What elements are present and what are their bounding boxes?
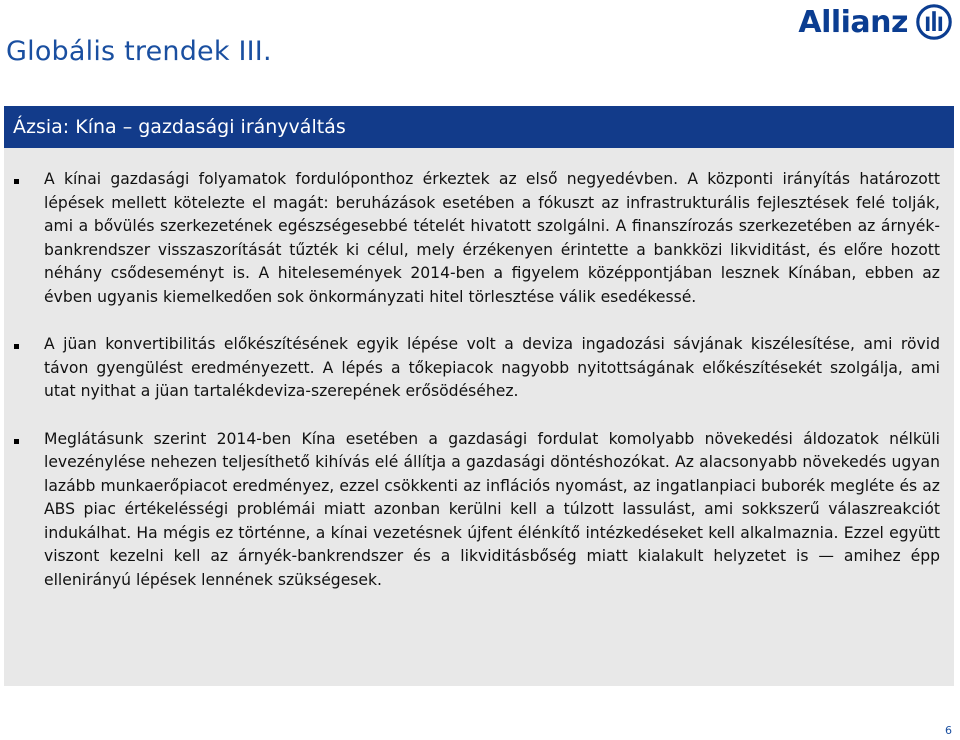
content-panel	[4, 148, 954, 686]
allianz-logo	[798, 4, 952, 40]
section-banner	[4, 106, 954, 148]
bullet-square-icon	[14, 439, 19, 444]
bullet-item	[14, 428, 940, 593]
bullet-square-icon	[14, 179, 19, 184]
slide-title: Globális trendek III.	[6, 36, 272, 67]
bullet-text: A jüan konvertibilitás előkészítésének egyik lépése volt a deviza ingadozási sávjának kiszélesítése, ami rövid távon gyengülést eredményezett. A lépés a tőkepiacok nagyobb nyitottságának előkészítésekét szolgálja, ami utat nyithat a jüan tartalékdeviza-szerepének erősödéséhez.	[44, 335, 940, 400]
bullet-item	[14, 168, 940, 309]
page-number: 6	[945, 724, 952, 737]
allianz-eagle-icon	[916, 4, 952, 40]
bullet-item	[14, 333, 940, 404]
bullet-text: A kínai gazdasági folyamatok fordulóponthoz érkeztek az első negyedévben. A központi irányítás határozott lépések mellett kötelezte el magát: beruházások esetében a fókuszt az infrastrukturális fejlesztések felé tolják, ami a bővülés szerkezetének egészségesebbé tételét hivatott szolgálni. A finanszírozás szerkezetében az árnyék-bankrendszer visszaszorítását tűzték ki célul, mely érzékenyen érintette a bankközi likviditást, és előre hozott néhány csődeseményt is. A hitelesemények 2014-ben a figyelem középpontjában lesznek Kínában, ebben az évben ugyanis kiemelkedően sok önkormányzati hitel törlesztése válik esedékessé.	[44, 170, 940, 306]
logo-text: Allianz	[798, 4, 908, 40]
section-title: Ázsia: Kína – gazdasági irányváltás	[13, 116, 346, 138]
bullet-square-icon	[14, 344, 19, 349]
bullet-text: Meglátásunk szerint 2014-ben Kína esetében a gazdasági fordulat komolyabb növekedési áldozatok nélküli levezénylése nehezen teljesíthető kihívás elé állítja a gazdasági döntéshozókat. Az alacsonyabb növekedés ugyan lazább munkaerőpiacot eredményez, ezzel csökkenti az inflációs nyomást, az ingatlanpiaci buborék megléte és az ABS piac értékelésségi problémái miatt azonban kerülni kell a túlzott lassulást, ami sokkszerű válaszreakciót indukálhat. Ha mégis ez történne, a kínai vezetésnek újfent élénkítő intézkedéseket kell alkalmaznia. Ezzel együtt viszont kezelni kell az árnyék-bankrendszer és a likviditásbőség miatt kialakult helyzetet is — amihez épp ellenirányú lépések lennének szükségesek.	[44, 429, 940, 589]
